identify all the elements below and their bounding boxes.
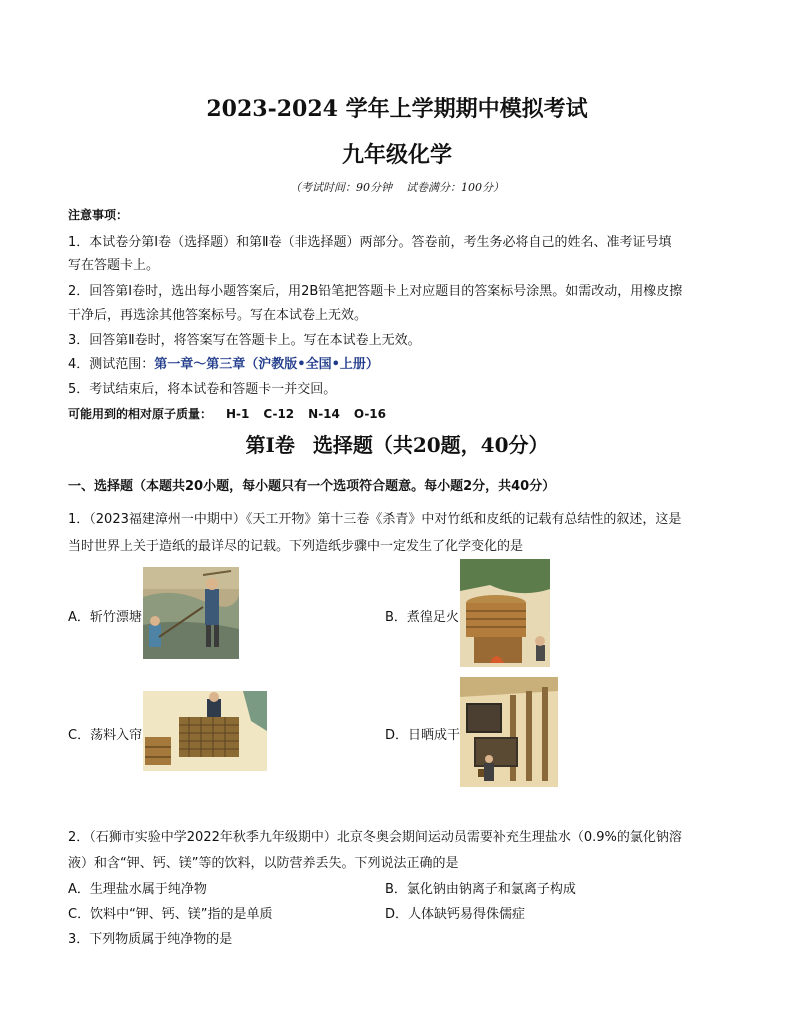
notes-line-5: 3．回答第Ⅱ卷时，将答案写在答题卡上。写在本试卷上无效。 [68, 333, 421, 348]
notes-line-1: 1．本试卷分第Ⅰ卷（选择题）和第Ⅱ卷（非选择题）两部分。答卷前，考生务必将自己的姓名、准考证号填 [68, 235, 672, 250]
q1-line-1: 1．（2023福建漳州一中期中）《天工开物》第十三卷《杀青》中对竹纸和皮纸的记载有总结性的叙述，这是 [68, 512, 682, 527]
scope-prefix: 4．测试范围： [68, 357, 155, 372]
q2-line-1: 2．（石狮市实验中学2022年秋季九年级期中）北京冬奥会期间运动员需要补充生理盐水（0.9%的氯化钠溶 [68, 830, 682, 845]
q1-image-b [460, 559, 550, 667]
section-title: 选择题（共20题，40分） [312, 433, 549, 457]
q1-line-2: 当时世界上关于造纸的最详尽的记载。下列造纸步骤中一定发生了化学变化的是 [68, 539, 524, 554]
section-heading [0, 429, 794, 458]
q2-option-d: D．人体缺钙易得侏儒症 [385, 907, 526, 922]
q1-image-a [143, 567, 239, 659]
mass-h: H-1 [226, 407, 250, 421]
section-part: 第Ⅰ卷 [245, 433, 295, 457]
q2-option-c: C．饮料中“钾、钙、镁”指的是单质 [68, 907, 273, 922]
exam-time: （考试时间：90分钟 [290, 181, 392, 194]
q2-option-b: B．氯化钠由钠离子和氯离子构成 [385, 882, 576, 897]
q2-line-2: 液）和含“钾、钙、镁”等的饮料，以防营养丢失。下列说法正确的是 [68, 856, 459, 871]
q1-option-b: B．煮徨足火 [385, 610, 459, 625]
notes-line-3: 2．回答第Ⅰ卷时，选出每小题答案后，用2B铅笔把答题卡上对应题目的答案标号涂黑。如需改动，用橡皮擦 [68, 284, 683, 299]
notes-line-4: 干净后，再选涂其他答案标号。写在本试卷上无效。 [68, 308, 368, 323]
notes-line-scope [68, 353, 379, 372]
q1-option-a: A．斩竹漂塘 [68, 610, 142, 625]
exam-subtitle: 九年级化学 [341, 142, 452, 168]
q3-line-1: 3．下列物质属于纯净物的是 [68, 932, 233, 947]
q1-image-d [460, 677, 558, 787]
mass-o: O-16 [353, 407, 386, 421]
notes-line-6: 5．考试结束后，将本试卷和答题卡一并交回。 [68, 382, 337, 397]
atomic-masses [68, 405, 386, 422]
exam-full-score: 试卷满分：100分） [406, 181, 504, 194]
notes-heading: 注意事项： [68, 208, 129, 222]
exam-meta [0, 179, 794, 195]
q1-option-d: D．日晒成干 [385, 728, 461, 743]
scope-value: 第一章～第三章（沪教版•全国•上册） [154, 357, 379, 372]
exam-title: 2023-2024 学年上学期期中模拟考试 [206, 96, 588, 122]
mass-n: N-14 [308, 407, 340, 421]
notes-line-2: 写在答题卡上。 [68, 258, 160, 273]
q1-image-c [143, 691, 267, 771]
q2-option-a: A．生理盐水属于纯净物 [68, 882, 207, 897]
mass-c: C-12 [263, 407, 295, 421]
masses-label: 可能用到的相对原子质量： [68, 407, 213, 421]
q1-option-c: C．荡料入帘 [68, 728, 143, 743]
group-heading: 一、选择题（本题共20小题，每小题只有一个选项符合题意。每小题2分，共40分） [68, 479, 556, 494]
